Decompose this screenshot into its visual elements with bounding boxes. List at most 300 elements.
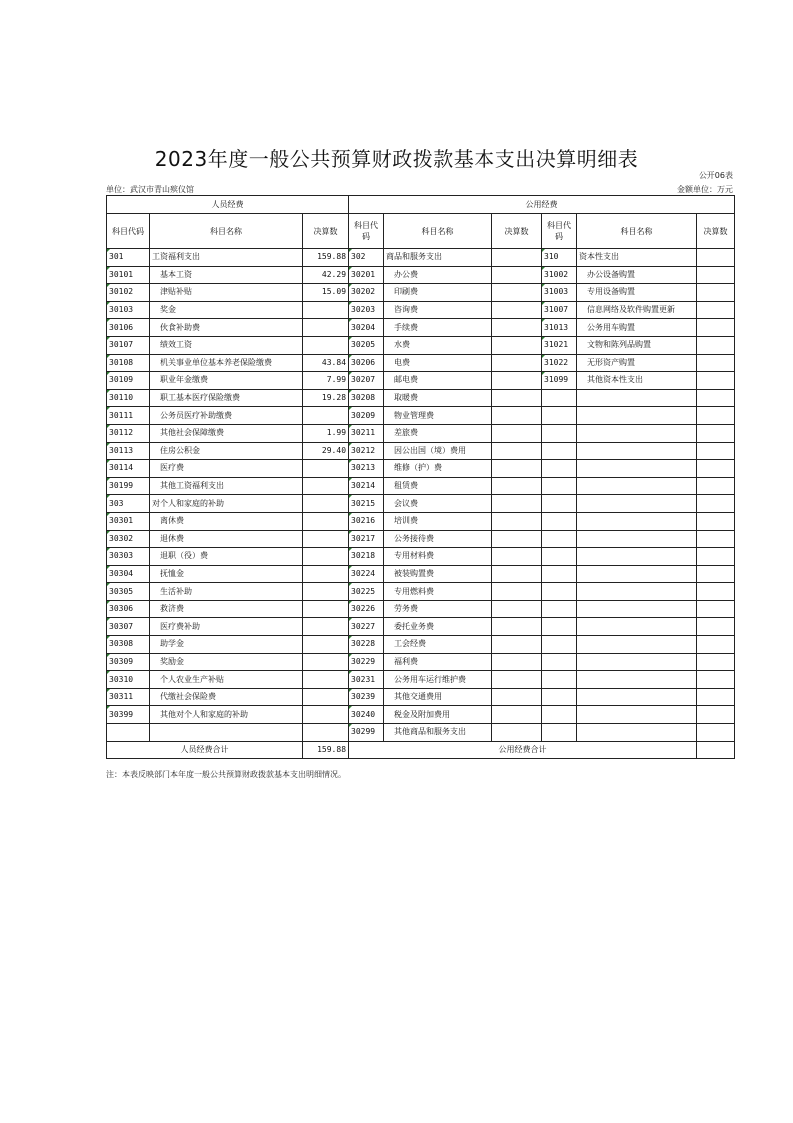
personnel-amount-cell: 15.09 bbox=[303, 284, 349, 302]
personnel-amount-cell: 19.28 bbox=[303, 389, 349, 407]
public-group-header: 公用经费 bbox=[349, 196, 735, 214]
goods-services-name-cell: 办公费 bbox=[384, 266, 492, 284]
capital-amount-cell bbox=[697, 442, 735, 460]
goods-services-code-cell: 30224 bbox=[349, 565, 384, 583]
capital-amount-cell bbox=[697, 460, 735, 478]
personnel-amount-cell bbox=[303, 636, 349, 654]
personnel-amount-cell bbox=[303, 512, 349, 530]
capital-name-cell bbox=[577, 548, 697, 566]
goods-services-code-cell: 30203 bbox=[349, 301, 384, 319]
public-total-label: 公用经费合计 bbox=[349, 741, 697, 759]
goods-services-amount-cell bbox=[492, 354, 542, 372]
goods-services-name-cell: 维修（护）费 bbox=[384, 460, 492, 478]
goods-services-name-cell: 会议费 bbox=[384, 495, 492, 513]
goods-services-name-cell: 被装购置费 bbox=[384, 565, 492, 583]
capital-code-cell bbox=[542, 407, 577, 425]
table-row bbox=[107, 354, 735, 372]
totals-row bbox=[107, 741, 735, 759]
table-row bbox=[107, 424, 735, 442]
personnel-name-cell: 工资福利支出 bbox=[150, 249, 303, 267]
table-row bbox=[107, 266, 735, 284]
capital-name-cell bbox=[577, 512, 697, 530]
capital-amount-cell bbox=[697, 249, 735, 267]
personnel-code-cell: 30111 bbox=[107, 407, 150, 425]
personnel-amount-cell bbox=[303, 319, 349, 337]
table-row bbox=[107, 636, 735, 654]
personnel-name-cell: 奖金 bbox=[150, 301, 303, 319]
capital-name-cell bbox=[577, 636, 697, 654]
personnel-amount-cell bbox=[303, 495, 349, 513]
personnel-name-cell: 绩效工资 bbox=[150, 336, 303, 354]
capital-name-cell bbox=[577, 424, 697, 442]
personnel-code-cell: 30107 bbox=[107, 336, 150, 354]
goods-services-code-cell: 30209 bbox=[349, 407, 384, 425]
personnel-code-cell: 30113 bbox=[107, 442, 150, 460]
goods-services-code-cell: 30240 bbox=[349, 706, 384, 724]
table-row bbox=[107, 442, 735, 460]
capital-code-cell bbox=[542, 565, 577, 583]
capital-amount-cell bbox=[697, 372, 735, 390]
capital-code-cell bbox=[542, 424, 577, 442]
personnel-amount-cell bbox=[303, 618, 349, 636]
goods-services-amount-cell bbox=[492, 495, 542, 513]
capital-code-cell bbox=[542, 530, 577, 548]
goods-services-amount-cell bbox=[492, 301, 542, 319]
goods-services-code-cell: 30215 bbox=[349, 495, 384, 513]
personnel-amount-cell bbox=[303, 407, 349, 425]
personnel-code-cell: 30309 bbox=[107, 653, 150, 671]
capital-amount-cell bbox=[697, 319, 735, 337]
goods-services-amount-cell bbox=[492, 460, 542, 478]
capital-amount-cell bbox=[697, 565, 735, 583]
capital-name-cell bbox=[577, 653, 697, 671]
personnel-code-cell: 30399 bbox=[107, 706, 150, 724]
capital-code-cell bbox=[542, 600, 577, 618]
personnel-code-cell: 30305 bbox=[107, 583, 150, 601]
table-row bbox=[107, 372, 735, 390]
goods-services-code-cell: 30227 bbox=[349, 618, 384, 636]
goods-services-code-cell: 30211 bbox=[349, 424, 384, 442]
table-row bbox=[107, 565, 735, 583]
goods-services-name-cell: 水费 bbox=[384, 336, 492, 354]
capital-code-cell bbox=[542, 653, 577, 671]
capital-amount-cell bbox=[697, 495, 735, 513]
capital-code-cell bbox=[542, 442, 577, 460]
table-row bbox=[107, 548, 735, 566]
col-header-amount: 决算数 bbox=[492, 214, 542, 249]
goods-services-amount-cell bbox=[492, 266, 542, 284]
goods-services-amount-cell bbox=[492, 724, 542, 742]
goods-services-name-cell: 税金及附加费用 bbox=[384, 706, 492, 724]
capital-name-cell bbox=[577, 530, 697, 548]
personnel-code-cell: 30109 bbox=[107, 372, 150, 390]
goods-services-amount-cell bbox=[492, 319, 542, 337]
goods-services-name-cell: 专用燃料费 bbox=[384, 583, 492, 601]
capital-name-cell: 无形资产购置 bbox=[577, 354, 697, 372]
personnel-code-cell: 30106 bbox=[107, 319, 150, 337]
capital-code-cell bbox=[542, 389, 577, 407]
personnel-total-amount: 159.88 bbox=[303, 741, 349, 759]
capital-name-cell: 资本性支出 bbox=[577, 249, 697, 267]
personnel-code-cell: 30110 bbox=[107, 389, 150, 407]
col-header-code: 科目代码 bbox=[107, 214, 150, 249]
public-total-amount bbox=[697, 741, 735, 759]
table-row bbox=[107, 653, 735, 671]
capital-amount-cell bbox=[697, 618, 735, 636]
capital-code-cell: 31013 bbox=[542, 319, 577, 337]
personnel-name-cell: 机关事业单位基本养老保险缴费 bbox=[150, 354, 303, 372]
personnel-code-cell: 30306 bbox=[107, 600, 150, 618]
unit-label: 单位：武汉市青山殡仪馆 bbox=[106, 185, 194, 194]
personnel-name-cell: 津贴补贴 bbox=[150, 284, 303, 302]
personnel-code-cell: 30102 bbox=[107, 284, 150, 302]
personnel-name-cell: 代缴社会保险费 bbox=[150, 688, 303, 706]
column-header-row bbox=[107, 214, 735, 249]
personnel-name-cell: 救济费 bbox=[150, 600, 303, 618]
goods-services-amount-cell bbox=[492, 618, 542, 636]
personnel-amount-cell bbox=[303, 336, 349, 354]
goods-services-amount-cell bbox=[492, 389, 542, 407]
capital-amount-cell bbox=[697, 477, 735, 495]
personnel-name-cell: 退职（役）费 bbox=[150, 548, 303, 566]
capital-code-cell bbox=[542, 671, 577, 689]
personnel-code-cell: 30303 bbox=[107, 548, 150, 566]
capital-code-cell bbox=[542, 460, 577, 478]
personnel-name-cell: 医疗费 bbox=[150, 460, 303, 478]
table-row bbox=[107, 407, 735, 425]
goods-services-amount-cell bbox=[492, 477, 542, 495]
capital-name-cell bbox=[577, 688, 697, 706]
table-row bbox=[107, 512, 735, 530]
personnel-name-cell: 基本工资 bbox=[150, 266, 303, 284]
col-header-amount: 决算数 bbox=[303, 214, 349, 249]
goods-services-amount-cell bbox=[492, 284, 542, 302]
personnel-name-cell: 离休费 bbox=[150, 512, 303, 530]
capital-amount-cell bbox=[697, 688, 735, 706]
personnel-code-cell: 30308 bbox=[107, 636, 150, 654]
capital-code-cell bbox=[542, 706, 577, 724]
personnel-name-cell: 其他工资福利支出 bbox=[150, 477, 303, 495]
capital-name-cell: 办公设备购置 bbox=[577, 266, 697, 284]
col-header-code: 科目代码 bbox=[542, 214, 577, 249]
personnel-code-cell: 301 bbox=[107, 249, 150, 267]
form-number: 公开06表 bbox=[698, 171, 733, 180]
personnel-code-cell bbox=[107, 724, 150, 742]
capital-amount-cell bbox=[697, 583, 735, 601]
goods-services-code-cell: 30226 bbox=[349, 600, 384, 618]
personnel-amount-cell bbox=[303, 477, 349, 495]
personnel-group-header: 人员经费 bbox=[107, 196, 349, 214]
goods-services-code-cell: 30229 bbox=[349, 653, 384, 671]
table-row bbox=[107, 530, 735, 548]
personnel-amount-cell bbox=[303, 583, 349, 601]
goods-services-amount-cell bbox=[492, 583, 542, 601]
capital-name-cell bbox=[577, 477, 697, 495]
goods-services-name-cell: 邮电费 bbox=[384, 372, 492, 390]
goods-services-amount-cell bbox=[492, 653, 542, 671]
goods-services-amount-cell bbox=[492, 548, 542, 566]
personnel-name-cell: 个人农业生产补贴 bbox=[150, 671, 303, 689]
capital-amount-cell bbox=[697, 530, 735, 548]
goods-services-code-cell: 30201 bbox=[349, 266, 384, 284]
capital-code-cell bbox=[542, 583, 577, 601]
personnel-name-cell: 退休费 bbox=[150, 530, 303, 548]
table-row bbox=[107, 284, 735, 302]
expenditure-table bbox=[106, 195, 735, 759]
personnel-name-cell: 抚恤金 bbox=[150, 565, 303, 583]
amount-unit-label: 金额单位：万元 bbox=[677, 185, 733, 194]
capital-amount-cell bbox=[697, 706, 735, 724]
capital-amount-cell bbox=[697, 407, 735, 425]
personnel-amount-cell bbox=[303, 565, 349, 583]
capital-amount-cell bbox=[697, 636, 735, 654]
capital-amount-cell bbox=[697, 266, 735, 284]
goods-services-code-cell: 30207 bbox=[349, 372, 384, 390]
personnel-name-cell: 伙食补助费 bbox=[150, 319, 303, 337]
goods-services-code-cell: 30202 bbox=[349, 284, 384, 302]
capital-code-cell: 31099 bbox=[542, 372, 577, 390]
personnel-amount-cell bbox=[303, 548, 349, 566]
table-row bbox=[107, 583, 735, 601]
capital-name-cell: 文物和陈列品购置 bbox=[577, 336, 697, 354]
personnel-amount-cell: 1.99 bbox=[303, 424, 349, 442]
capital-amount-cell bbox=[697, 336, 735, 354]
personnel-name-cell: 其他对个人和家庭的补助 bbox=[150, 706, 303, 724]
table-row bbox=[107, 618, 735, 636]
goods-services-code-cell: 30204 bbox=[349, 319, 384, 337]
table-row bbox=[107, 495, 735, 513]
goods-services-code-cell: 30216 bbox=[349, 512, 384, 530]
capital-code-cell bbox=[542, 512, 577, 530]
personnel-amount-cell bbox=[303, 653, 349, 671]
goods-services-name-cell: 取暖费 bbox=[384, 389, 492, 407]
personnel-amount-cell bbox=[303, 671, 349, 689]
capital-code-cell: 31007 bbox=[542, 301, 577, 319]
goods-services-name-cell: 工会经费 bbox=[384, 636, 492, 654]
goods-services-name-cell: 公务用车运行维护费 bbox=[384, 671, 492, 689]
goods-services-code-cell: 30225 bbox=[349, 583, 384, 601]
goods-services-code-cell: 30205 bbox=[349, 336, 384, 354]
group-header-row bbox=[107, 196, 735, 214]
goods-services-name-cell: 咨询费 bbox=[384, 301, 492, 319]
table-row bbox=[107, 706, 735, 724]
capital-code-cell bbox=[542, 477, 577, 495]
footnote: 注：本表反映部门本年度一般公共预算财政拨款基本支出明细情况。 bbox=[106, 770, 346, 779]
goods-services-amount-cell bbox=[492, 407, 542, 425]
personnel-name-cell: 公务员医疗补助缴费 bbox=[150, 407, 303, 425]
capital-code-cell bbox=[542, 724, 577, 742]
goods-services-name-cell: 手续费 bbox=[384, 319, 492, 337]
capital-name-cell: 公务用车购置 bbox=[577, 319, 697, 337]
personnel-code-cell: 30302 bbox=[107, 530, 150, 548]
goods-services-amount-cell bbox=[492, 671, 542, 689]
personnel-code-cell: 30301 bbox=[107, 512, 150, 530]
table-row bbox=[107, 319, 735, 337]
personnel-code-cell: 30101 bbox=[107, 266, 150, 284]
table-row bbox=[107, 671, 735, 689]
table-row bbox=[107, 389, 735, 407]
goods-services-amount-cell bbox=[492, 565, 542, 583]
capital-name-cell bbox=[577, 389, 697, 407]
table-row bbox=[107, 688, 735, 706]
goods-services-name-cell: 印刷费 bbox=[384, 284, 492, 302]
goods-services-name-cell: 委托业务费 bbox=[384, 618, 492, 636]
table-row bbox=[107, 336, 735, 354]
capital-name-cell bbox=[577, 495, 697, 513]
capital-amount-cell bbox=[697, 548, 735, 566]
personnel-amount-cell: 43.84 bbox=[303, 354, 349, 372]
goods-services-code-cell: 30228 bbox=[349, 636, 384, 654]
goods-services-name-cell: 培训费 bbox=[384, 512, 492, 530]
capital-name-cell bbox=[577, 442, 697, 460]
personnel-amount-cell: 159.88 bbox=[303, 249, 349, 267]
goods-services-name-cell: 其他交通费用 bbox=[384, 688, 492, 706]
goods-services-amount-cell bbox=[492, 636, 542, 654]
capital-amount-cell bbox=[697, 284, 735, 302]
col-header-name: 科目名称 bbox=[150, 214, 303, 249]
goods-services-code-cell: 30217 bbox=[349, 530, 384, 548]
capital-name-cell bbox=[577, 671, 697, 689]
capital-name-cell bbox=[577, 407, 697, 425]
capital-name-cell bbox=[577, 724, 697, 742]
capital-amount-cell bbox=[697, 600, 735, 618]
goods-services-name-cell: 其他商品和服务支出 bbox=[384, 724, 492, 742]
capital-amount-cell bbox=[697, 512, 735, 530]
personnel-amount-cell bbox=[303, 301, 349, 319]
table-row bbox=[107, 249, 735, 267]
table-row bbox=[107, 477, 735, 495]
table-row bbox=[107, 460, 735, 478]
goods-services-code-cell: 30214 bbox=[349, 477, 384, 495]
col-header-code: 科目代码 bbox=[349, 214, 384, 249]
goods-services-name-cell: 福利费 bbox=[384, 653, 492, 671]
personnel-amount-cell: 42.29 bbox=[303, 266, 349, 284]
personnel-name-cell: 奖励金 bbox=[150, 653, 303, 671]
personnel-code-cell: 30311 bbox=[107, 688, 150, 706]
personnel-code-cell: 30114 bbox=[107, 460, 150, 478]
personnel-total-label: 人员经费合计 bbox=[107, 741, 303, 759]
col-header-name: 科目名称 bbox=[577, 214, 697, 249]
goods-services-code-cell: 30208 bbox=[349, 389, 384, 407]
table-row bbox=[107, 600, 735, 618]
goods-services-amount-cell bbox=[492, 336, 542, 354]
personnel-name-cell bbox=[150, 724, 303, 742]
col-header-name: 科目名称 bbox=[384, 214, 492, 249]
goods-services-name-cell: 差旅费 bbox=[384, 424, 492, 442]
goods-services-name-cell: 电费 bbox=[384, 354, 492, 372]
goods-services-amount-cell bbox=[492, 249, 542, 267]
goods-services-code-cell: 30218 bbox=[349, 548, 384, 566]
goods-services-name-cell: 劳务费 bbox=[384, 600, 492, 618]
personnel-amount-cell bbox=[303, 706, 349, 724]
personnel-name-cell: 其他社会保障缴费 bbox=[150, 424, 303, 442]
goods-services-amount-cell bbox=[492, 530, 542, 548]
table-row bbox=[107, 724, 735, 742]
capital-name-cell bbox=[577, 565, 697, 583]
capital-code-cell bbox=[542, 636, 577, 654]
goods-services-name-cell: 物业管理费 bbox=[384, 407, 492, 425]
personnel-name-cell: 职工基本医疗保险缴费 bbox=[150, 389, 303, 407]
goods-services-amount-cell bbox=[492, 706, 542, 724]
personnel-code-cell: 30112 bbox=[107, 424, 150, 442]
goods-services-amount-cell bbox=[492, 688, 542, 706]
personnel-code-cell: 30199 bbox=[107, 477, 150, 495]
goods-services-amount-cell bbox=[492, 424, 542, 442]
capital-amount-cell bbox=[697, 389, 735, 407]
capital-code-cell bbox=[542, 618, 577, 636]
goods-services-code-cell: 30299 bbox=[349, 724, 384, 742]
goods-services-name-cell: 商品和服务支出 bbox=[384, 249, 492, 267]
capital-amount-cell bbox=[697, 724, 735, 742]
capital-code-cell bbox=[542, 688, 577, 706]
personnel-amount-cell: 7.99 bbox=[303, 372, 349, 390]
capital-name-cell bbox=[577, 618, 697, 636]
page-title: 2023年度一般公共预算财政拨款基本支出决算明细表 bbox=[154, 147, 639, 171]
goods-services-amount-cell bbox=[492, 512, 542, 530]
personnel-code-cell: 30103 bbox=[107, 301, 150, 319]
goods-services-code-cell: 30206 bbox=[349, 354, 384, 372]
personnel-amount-cell bbox=[303, 530, 349, 548]
capital-name-cell bbox=[577, 706, 697, 724]
capital-code-cell: 31002 bbox=[542, 266, 577, 284]
personnel-amount-cell bbox=[303, 460, 349, 478]
goods-services-amount-cell bbox=[492, 372, 542, 390]
goods-services-amount-cell bbox=[492, 600, 542, 618]
capital-code-cell: 31022 bbox=[542, 354, 577, 372]
capital-amount-cell bbox=[697, 301, 735, 319]
goods-services-code-cell: 30213 bbox=[349, 460, 384, 478]
personnel-name-cell: 助学金 bbox=[150, 636, 303, 654]
capital-name-cell bbox=[577, 460, 697, 478]
capital-name-cell: 信息网络及软件购置更新 bbox=[577, 301, 697, 319]
goods-services-name-cell: 专用材料费 bbox=[384, 548, 492, 566]
personnel-name-cell: 住房公积金 bbox=[150, 442, 303, 460]
personnel-code-cell: 30304 bbox=[107, 565, 150, 583]
personnel-name-cell: 对个人和家庭的补助 bbox=[150, 495, 303, 513]
personnel-name-cell: 医疗费补助 bbox=[150, 618, 303, 636]
personnel-code-cell: 30108 bbox=[107, 354, 150, 372]
goods-services-code-cell: 302 bbox=[349, 249, 384, 267]
goods-services-name-cell: 公务接待费 bbox=[384, 530, 492, 548]
capital-name-cell: 专用设备购置 bbox=[577, 284, 697, 302]
capital-code-cell bbox=[542, 548, 577, 566]
table-row bbox=[107, 301, 735, 319]
capital-amount-cell bbox=[697, 653, 735, 671]
capital-name-cell: 其他资本性支出 bbox=[577, 372, 697, 390]
goods-services-code-cell: 30239 bbox=[349, 688, 384, 706]
capital-code-cell bbox=[542, 495, 577, 513]
capital-amount-cell bbox=[697, 354, 735, 372]
capital-code-cell: 31003 bbox=[542, 284, 577, 302]
personnel-name-cell: 职业年金缴费 bbox=[150, 372, 303, 390]
goods-services-code-cell: 30212 bbox=[349, 442, 384, 460]
capital-amount-cell bbox=[697, 424, 735, 442]
capital-amount-cell bbox=[697, 671, 735, 689]
personnel-amount-cell bbox=[303, 688, 349, 706]
capital-name-cell bbox=[577, 583, 697, 601]
col-header-amount: 决算数 bbox=[697, 214, 735, 249]
personnel-amount-cell bbox=[303, 600, 349, 618]
personnel-amount-cell bbox=[303, 724, 349, 742]
goods-services-code-cell: 30231 bbox=[349, 671, 384, 689]
personnel-code-cell: 30307 bbox=[107, 618, 150, 636]
capital-code-cell: 310 bbox=[542, 249, 577, 267]
goods-services-name-cell: 因公出国（境）费用 bbox=[384, 442, 492, 460]
capital-code-cell: 31021 bbox=[542, 336, 577, 354]
goods-services-amount-cell bbox=[492, 442, 542, 460]
personnel-code-cell: 303 bbox=[107, 495, 150, 513]
personnel-name-cell: 生活补助 bbox=[150, 583, 303, 601]
